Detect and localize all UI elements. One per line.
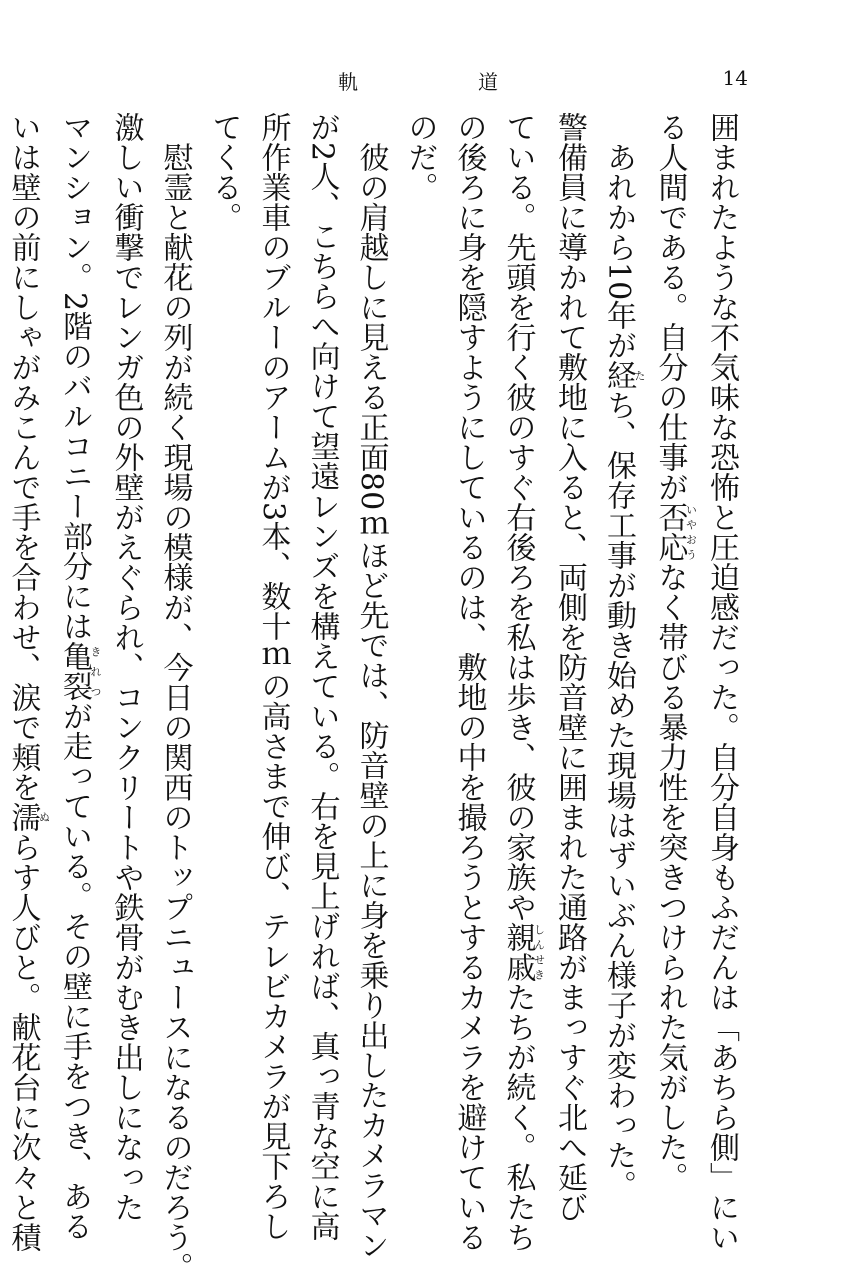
furigana-reading: ぬ	[37, 802, 51, 832]
furigana-word: 濡ぬ	[5, 802, 51, 832]
furigana-word: 否応いやおう	[652, 502, 698, 562]
furigana-reading: しんせき	[532, 922, 546, 982]
text-line: 激しい衝撃でレンガ色の外壁がえぐられ、コンクリートや鉄骨がむき出しになった	[108, 112, 144, 1222]
text-line: マンション。2階のバルコニー部分には亀裂きれつが走っている。その壁に手をつき、ある	[57, 112, 102, 1242]
text-line: 囲まれたような不気味な恐怖と圧迫感だった。自分自身もふだんは「あちら側」にい	[704, 112, 739, 1252]
text-line: 慰霊と献花の列が続く現場の模様が、今日の関西のトップニュースになるのだろう。	[157, 112, 193, 1282]
text-line: あれから10年が経たち、保存工事が動き始めた現場はずいぶん様子が変わった。	[601, 112, 646, 1201]
furigana-word: 亀裂きれつ	[57, 641, 102, 702]
text-line: 彼の肩越しに見える正面80ｍほど先では、防音壁の上に身を乗り出したカメラマン	[353, 112, 389, 1261]
text-line: てくる。	[206, 112, 242, 232]
furigana-word: 親戚しんせき	[500, 922, 546, 982]
furigana-reading: きれつ	[89, 641, 102, 702]
furigana-reading: いやおう	[684, 502, 698, 562]
running-title-char: 道	[478, 70, 498, 94]
text-line: の後ろに身を隠すようにしているのは、敷地の中を撮ろうとするカメラを避けている	[451, 112, 487, 1252]
text-line: いは壁の前にしゃがみこんで手を合わせ、涙で頬を濡ぬらす人びと。献花台に次々と積	[5, 112, 51, 1252]
page-number: 14	[722, 66, 748, 90]
running-title	[338, 66, 498, 95]
body-text	[0, 112, 746, 1282]
text-line: 警備員に導かれて敷地に入ると、両側を防音壁に囲まれた通路がまっすぐ北へ延び	[552, 112, 587, 1222]
text-line: 所作業車のブルーのアームが3本、数十ｍの高さまで伸び、テレビカメラが見下ろし	[255, 112, 291, 1242]
furigana-reading: た	[633, 360, 646, 391]
text-line: る人間である。自分の仕事が否応いやおうなく帯びる暴力性を突きつけられた気がした。	[652, 112, 698, 1192]
text-line: のだ。	[402, 112, 438, 202]
furigana-word: 経た	[601, 360, 646, 391]
running-title-char: 軌	[338, 70, 358, 94]
text-line: ている。先頭を行く彼のすぐ右後ろを私は歩き、彼の家族や親戚しんせきたちが続く。私たち	[500, 112, 546, 1252]
text-line: が2人、こちらへ向けて望遠レンズを構えている。右を見上げれば、真っ青な空に高	[304, 112, 340, 1242]
